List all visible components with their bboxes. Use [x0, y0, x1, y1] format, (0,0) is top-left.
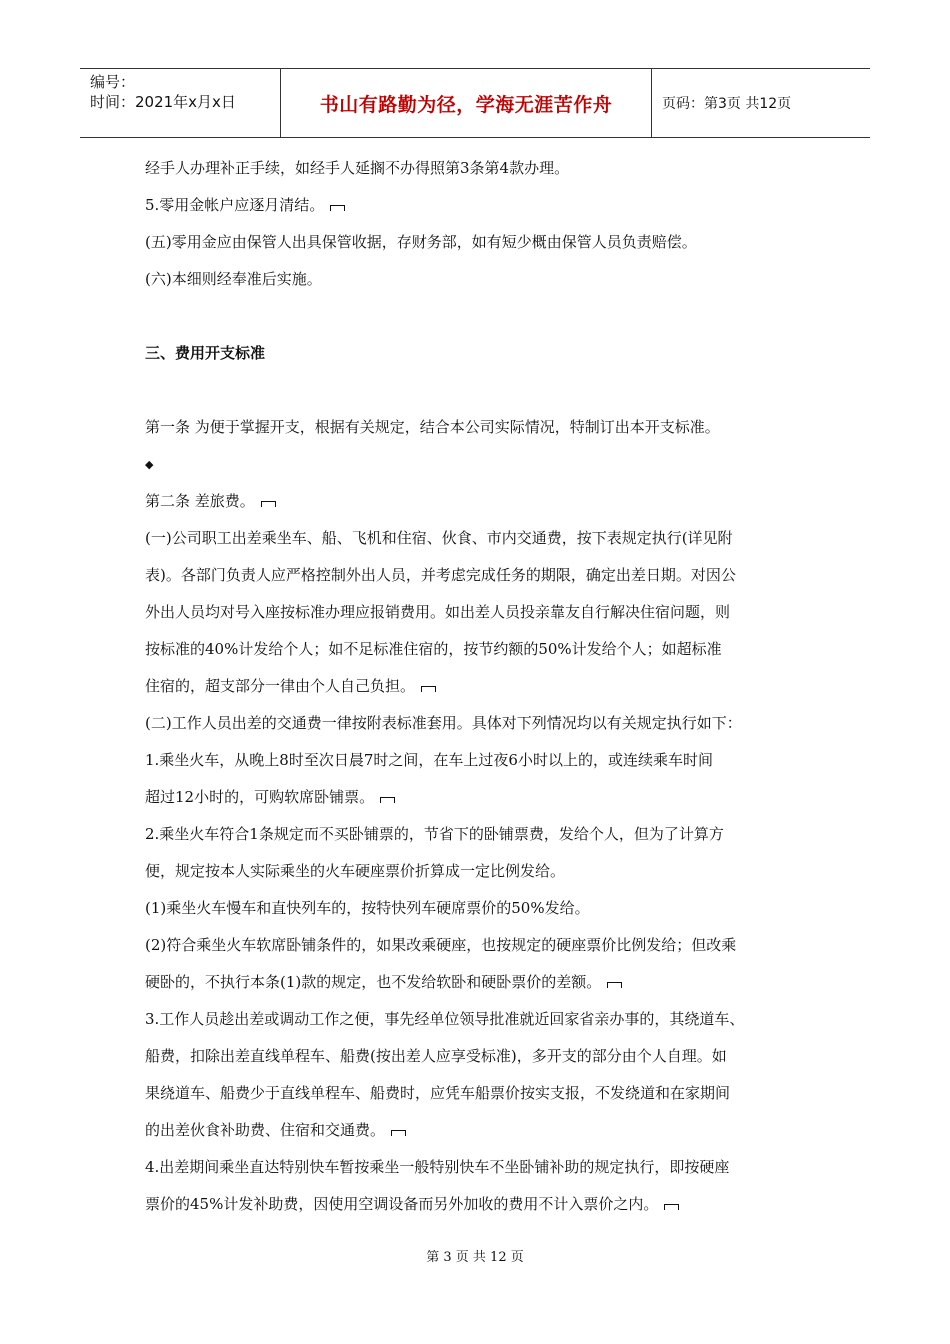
motto: 书山有路勤为径，学海无涯苦作舟 [319, 93, 613, 116]
text-line: 4.出差期间乘坐直达特别快车暂按乘坐一般特别快车不坐卧铺补助的规定执行，即按硬座 [145, 1158, 730, 1176]
text-line: (2)符合乘坐火车软席卧铺条件的，如果改乘硬座，也按规定的硬座票价比例发给；但改乘 [145, 936, 737, 954]
text-line: 3.工作人员趁出差或调动工作之便，事先经单位领导批准就近回家省亲办事的，其绕道车、 [145, 1010, 745, 1028]
text-line: (一)公司职工出差乘坐车、船、飞机和住宿、伙食、市内交通费，按下表规定执行(详见附 [145, 529, 733, 547]
text-line: 住宿的，超支部分一律由个人自己负担。 [145, 668, 815, 705]
text-line: 经手人办理补正手续，如经手人延搁不办得照第3条第4款办理。 [145, 159, 570, 177]
text-line: 超过12小时的，可购软席卧铺票。 [145, 779, 815, 816]
page-footer: 第 3 页 共 12 页 [426, 1250, 524, 1265]
paragraph-mark-icon [391, 1130, 406, 1136]
text-line: 第一条 为便于掌握开支，根据有关规定，结合本公司实际情况，特制订出本开支标准。 [145, 418, 720, 436]
blank-line [145, 372, 815, 409]
text-line: 便，规定按本人实际乘坐的火车硬座票价折算成一定比例发给。 [145, 862, 566, 880]
text-line: 表)。各部门负责人应严格控制外出人员，并考虑完成任务的期限，确定出差日期。对因公 [145, 566, 736, 584]
paragraph-mark-icon [421, 686, 436, 692]
paragraph-mark-icon [380, 797, 395, 803]
text-line: 硬卧的，不执行本条(1)款的规定，也不发给软卧和硬卧票价的差额。 [145, 964, 815, 1001]
paragraph-mark-icon [261, 501, 276, 507]
paragraph-mark-icon [664, 1204, 679, 1210]
text-line: (二)工作人员出差的交通费一律按附表标准套用。具体对下列情况均以有关规定执行如下： [145, 714, 742, 732]
header-left-cell [80, 69, 280, 137]
text-line: 2.乘坐火车符合1条规定而不买卧铺票的，节省下的卧铺票费，发给个人，但为了计算方 [145, 825, 724, 843]
blank-line [145, 298, 815, 335]
header-motto-cell [280, 69, 652, 137]
text-line: 第二条 差旅费。 [145, 483, 815, 520]
time-label: 时间：2021年x月x日 [90, 93, 236, 111]
text-line: 船费，扣除出差直线单程车、船费(按出差人应享受标准)，多开支的部分由个人自理。如 [145, 1047, 727, 1065]
text-line: 票价的45%计发补助费，因使用空调设备而另外加收的费用不计入票价之内。 [145, 1186, 815, 1223]
page-header [80, 68, 870, 138]
paragraph-mark-icon [607, 982, 622, 988]
text-line: 果绕道车、船费少于直线单程车、船费时，应凭车船票价按实支报，不发绕道和在家期间 [145, 1084, 731, 1102]
text-line: 按标准的40%计发给个人；如不足标准住宿的，按节约额的50%计发给个人；如超标准 [145, 640, 722, 658]
bullet-icon: ◆ [145, 458, 154, 471]
page-info: 页码：第3页 共12页 [662, 96, 792, 112]
text-line: (五)零用金应由保管人出具保管收据，存财务部，如有短少概由保管人员负责赔偿。 [145, 233, 697, 251]
text-line: 的出差伙食补助费、住宿和交通费。 [145, 1112, 815, 1149]
text-line: 1.乘坐火车，从晚上8时至次日晨7时之间，在车上过夜6小时以上的，或连续乘车时间 [145, 751, 713, 769]
text-line: (1)乘坐火车慢车和直快列车的，按特快列车硬席票价的50%发给。 [145, 899, 590, 917]
bullet-line [145, 446, 815, 483]
text-line: 5.零用金帐户应逐月清结。 [145, 187, 815, 224]
code-label: 编号： [90, 73, 136, 91]
text-line: (六)本细则经奉准后实施。 [145, 270, 322, 288]
paragraph-mark-icon [330, 205, 345, 211]
document-body [145, 150, 815, 1223]
section-title: 三、费用开支标准 [145, 344, 266, 362]
text-line: 外出人员均对号入座按标准办理应报销费用。如出差人员投亲靠友自行解决住宿问题，则 [145, 603, 731, 621]
